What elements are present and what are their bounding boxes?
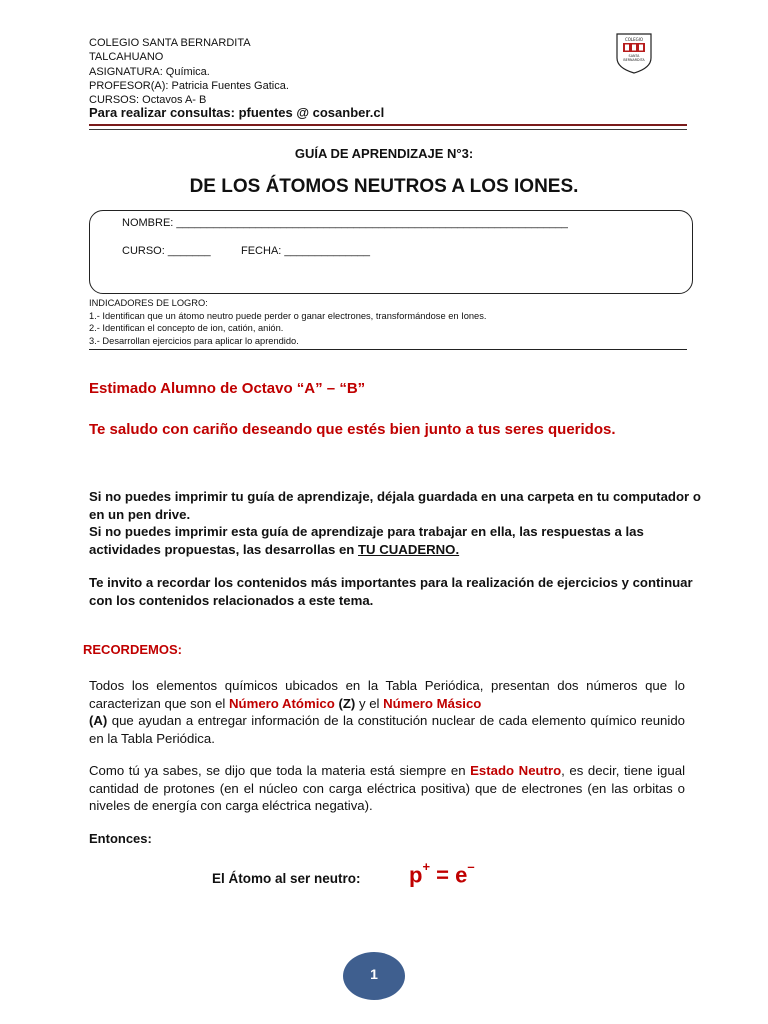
periodic-table-paragraph: [89, 677, 685, 747]
paragraph-text: , es decir, tiene igual cantidad de protones (en el núcleo con carga eléctrica positiva) que de electrones (en las orbitas o niveles de energía con carga eléctrica negativa).: [89, 763, 685, 813]
mass-number-symbol: (A): [89, 713, 108, 728]
instruction-line: Si no puedes imprimir tu guía de aprendizaje, déjala guardada en una carpeta en tu computador o en un pen drive.: [89, 489, 701, 522]
svg-text:COLEGIO: COLEGIO: [624, 37, 644, 42]
svg-text:SANTA: SANTA: [628, 54, 640, 58]
indicator-item: 2.- Identifican el concepto de ion, catión, anión.: [89, 323, 284, 334]
notebook-emphasis: TU CUADERNO.: [358, 541, 460, 557]
teacher: PROFESOR(A): Patricia Fuentes Gatica.: [89, 79, 289, 92]
school-name: COLEGIO SANTA BERNARDITA: [89, 37, 251, 49]
school-info: [89, 36, 289, 107]
greeting-message: Te saludo con cariño deseando que estés bien junto a tus seres queridos.: [89, 421, 616, 438]
instruction-text: Si no puedes imprimir esta guía de aprendizaje para trabajar en ella, las respuestas a las actividades propuestas, las desarrollas en: [89, 524, 644, 557]
indicators-divider: [89, 349, 687, 350]
section-heading: RECORDEMOS:: [83, 642, 182, 657]
mass-number-term: Número Másico: [383, 695, 482, 711]
subject: ASIGNATURA: Química.: [89, 65, 210, 78]
school-crest-icon: [611, 32, 657, 74]
neutral-state-paragraph: [89, 762, 685, 815]
greeting-heading: Estimado Alumno de Octavo “A” – “B”: [89, 380, 366, 397]
positive-charge: +: [422, 859, 431, 874]
header-divider-red: [89, 124, 687, 126]
indicator-item: 1.- Identifican que un átomo neutro puede perder o ganar electrones, transformándose en Iones.: [89, 310, 487, 321]
negative-charge: –: [467, 859, 475, 874]
paragraph-text: Como tú ya sabes, se dijo que toda la materia está siempre en: [89, 763, 471, 778]
neutral-state-term: Estado Neutro: [470, 763, 562, 778]
header-divider-dark: [89, 129, 687, 130]
indicator-item: 3.- Desarrollan ejercicios para aplicar lo aprendido.: [89, 335, 299, 346]
date-field: FECHA: ______________: [241, 245, 371, 257]
svg-text:BERNARDITA: BERNARDITA: [623, 58, 645, 62]
paragraph-text: que ayudan a entregar información de la constitución nuclear de cada elemento químico reunido en la Tabla Periódica.: [89, 713, 685, 746]
instruction-line: [89, 523, 701, 558]
courses: CURSOS: Octavos A- B: [89, 94, 207, 107]
guide-heading: GUÍA DE APRENDIZAJE N°3:: [294, 146, 474, 161]
name-field: NOMBRE: ________________________________________________________________: [122, 217, 568, 229]
guide-title: DE LOS ÁTOMOS NEUTROS A LOS IONES.: [189, 176, 579, 197]
conclusion-label: Entonces:: [89, 831, 152, 846]
atomic-number-term: Número Atómico: [229, 695, 335, 711]
atomic-number-symbol: (Z): [334, 695, 356, 711]
paragraph-text: Todos los elementos químicos ubicados en la Tabla Periódica, presentan dos números que lo caracterizan que son el: [89, 678, 685, 711]
print-instructions: [89, 488, 701, 558]
paragraph-text: y el: [355, 695, 384, 711]
school-city: TALCAHUANO: [89, 51, 164, 64]
course-field: CURSO: _______: [122, 245, 211, 257]
formula-equals-electron: = e: [430, 862, 468, 888]
indicators-title: INDICADORES DE LOGRO:: [89, 298, 208, 308]
consult-line: Para realizar consultas: pfuentes @ cosanber.cl: [89, 105, 385, 120]
achievement-indicators: [89, 297, 486, 347]
page-number-badge: 1: [343, 952, 405, 1000]
neutral-atom-formula: [409, 859, 475, 888]
review-invitation: Te invito a recordar los contenidos más importantes para la realización de ejercicios y continuar con los contenidos relacionados a este tema.: [89, 575, 693, 608]
proton-symbol: p: [409, 862, 423, 888]
neutral-atom-label: El Átomo al ser neutro:: [212, 871, 361, 886]
